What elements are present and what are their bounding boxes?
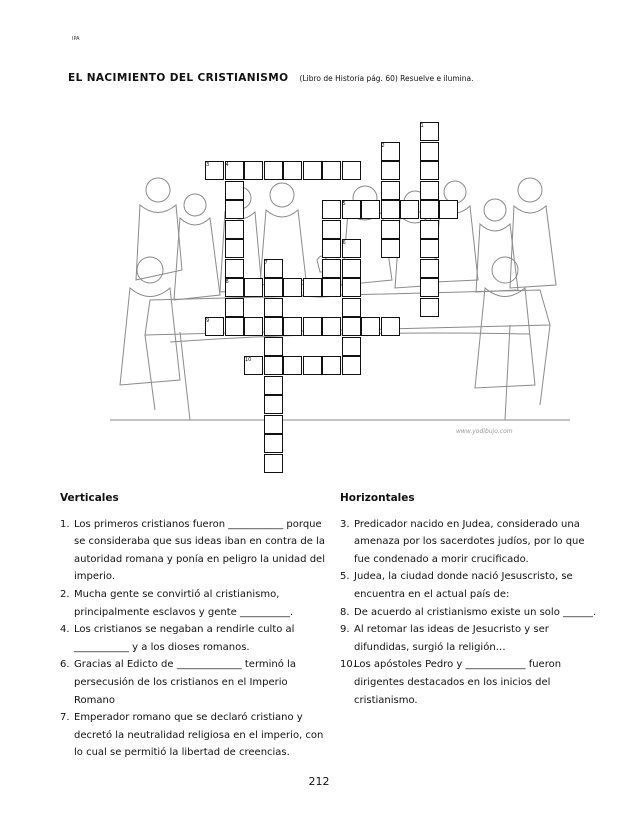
crossword-cell[interactable] (303, 356, 322, 375)
clue-number: 1. (60, 518, 70, 530)
worksheet-title-row (68, 66, 474, 85)
crossword-cell[interactable] (225, 181, 244, 200)
crossword-cell[interactable] (342, 259, 361, 278)
crossword-clue-number: 2 (381, 142, 385, 149)
clue-item (340, 516, 598, 569)
crossword-cell[interactable] (420, 200, 439, 219)
crossword-clue-number: 9 (206, 318, 210, 324)
crossword-cell[interactable] (264, 161, 283, 180)
crossword-cell[interactable] (342, 356, 361, 375)
crossword-cell[interactable] (322, 278, 341, 297)
crossword-clue-number: 3 (206, 162, 210, 168)
crossword-cell[interactable] (205, 161, 224, 180)
clue-item (60, 656, 328, 709)
crossword-cell[interactable] (342, 317, 361, 336)
crossword-cell[interactable] (264, 278, 283, 297)
crossword-cell[interactable] (225, 278, 244, 297)
clue-item (60, 621, 328, 656)
crossword-cell[interactable] (244, 356, 263, 375)
crossword-cell[interactable] (322, 200, 341, 219)
crossword-cell[interactable] (420, 220, 439, 239)
crossword-clue-number: 8 (225, 279, 229, 285)
crossword-cell[interactable] (264, 376, 283, 395)
crossword-cell[interactable] (264, 317, 283, 336)
clue-item (340, 656, 598, 709)
crossword-cell[interactable] (342, 239, 361, 258)
clue-number: 10. (340, 659, 356, 671)
clue-number: 5. (340, 571, 350, 583)
crossword-cell[interactable] (420, 298, 439, 317)
horizontales-clue-list (340, 516, 598, 710)
verticales-clue-list (60, 516, 328, 762)
clue-number: 7. (60, 712, 70, 724)
clue-text: De acuerdo al cristianismo existe un solo ______. (354, 606, 597, 618)
verticales-heading: Verticales (60, 492, 119, 504)
crossword-cell[interactable] (225, 259, 244, 278)
crossword-clue-number: 10 (245, 357, 252, 363)
crossword-cell[interactable] (244, 317, 263, 336)
clue-number: 4. (60, 624, 70, 636)
crossword-cell[interactable] (420, 181, 439, 200)
crossword-cell[interactable] (400, 200, 419, 219)
crossword-cell[interactable] (264, 395, 283, 414)
crossword-cell[interactable] (303, 161, 322, 180)
crossword-cell[interactable] (381, 181, 400, 200)
clue-number: 3. (340, 518, 350, 530)
crossword-cell[interactable] (342, 161, 361, 180)
clue-text: Predicador nacido en Judea, considerado una amenaza por los sacerdotes judíos, por lo que fue condenado a morir crucificado. (354, 518, 585, 565)
crossword-cell[interactable] (342, 298, 361, 317)
clue-text: Al retomar las ideas de Jesucristo y ser difundidas, surgió la religión… (354, 624, 549, 653)
crossword-cell[interactable] (381, 200, 400, 219)
crossword-clue-number: 4 (225, 162, 229, 168)
crossword-cell[interactable] (264, 337, 283, 356)
crossword-cell[interactable] (322, 220, 341, 239)
crossword-cell[interactable] (244, 278, 263, 297)
crossword-cell[interactable] (322, 239, 341, 258)
crossword-cell[interactable] (283, 278, 302, 297)
crossword-cell[interactable] (264, 259, 283, 278)
clue-item (340, 604, 598, 622)
crossword-clue-number: 5 (342, 201, 346, 207)
crossword-cell[interactable] (225, 317, 244, 336)
crossword-cell[interactable] (303, 278, 322, 297)
crossword-cell[interactable] (264, 434, 283, 453)
clue-item (60, 709, 328, 762)
crossword-cell[interactable] (264, 356, 283, 375)
crossword-cell[interactable] (420, 142, 439, 161)
crossword-cell[interactable] (439, 200, 458, 219)
crossword-cell[interactable] (225, 220, 244, 239)
crossword-cell[interactable] (420, 239, 439, 258)
clue-text: Los cristianos se negaban a rendirle culto al ___________ y a los dioses romanos. (74, 624, 295, 653)
crossword-clue-number: 1 (420, 123, 424, 129)
crossword-cell[interactable] (381, 220, 400, 239)
clue-text: Los primeros cristianos fueron ___________ porque se consideraba que sus ideas iban en contra de la autoridad romana y ponía en peligro la unidad del imperio. (74, 518, 325, 583)
crossword-cell[interactable] (342, 278, 361, 297)
horizontales-heading: Horizontales (340, 492, 415, 504)
corner-label: IPA (72, 36, 80, 42)
crossword-cell[interactable] (225, 200, 244, 219)
crossword-cell[interactable] (420, 122, 439, 141)
crossword-cell[interactable] (420, 259, 439, 278)
crossword-cell[interactable] (381, 161, 400, 180)
worksheet-title: EL NACIMIENTO DEL CRISTIANISMO (68, 72, 289, 84)
crossword-cell[interactable] (381, 239, 400, 258)
crossword-cell[interactable] (381, 317, 400, 336)
crossword-cell[interactable] (342, 200, 361, 219)
clue-number: 8. (340, 606, 350, 618)
clue-number: 9. (340, 624, 350, 636)
crossword-cell[interactable] (225, 161, 244, 180)
crossword-cell[interactable] (283, 161, 302, 180)
crossword-cell[interactable] (361, 200, 380, 219)
illustration-watermark: www.yodibujo.com (456, 428, 513, 435)
verticales-section (60, 490, 328, 762)
clue-item (60, 586, 328, 621)
crossword-clue-number: 7 (264, 259, 268, 266)
crossword-cell[interactable] (322, 259, 341, 278)
crossword-cell[interactable] (283, 317, 302, 336)
crossword-cell[interactable] (225, 239, 244, 258)
crossword-cell[interactable] (264, 415, 283, 434)
crossword-cell[interactable] (264, 298, 283, 317)
clue-text: Emperador romano que se declaró cristiano y decretó la neutralidad religiosa en el imperio, con lo cual se permitió la libertad de creencias. (74, 712, 324, 759)
clue-item (340, 568, 598, 603)
clue-text: Judea, la ciudad donde nació Jesuscristo, se encuentra en el actual país de: (354, 571, 573, 600)
crossword-cell[interactable] (342, 337, 361, 356)
clue-item (60, 516, 328, 586)
crossword-cell[interactable] (322, 317, 341, 336)
crossword-cell[interactable] (361, 317, 380, 336)
crossword-cell[interactable] (283, 356, 302, 375)
clue-text: Mucha gente se convirtió al cristianismo, principalmente esclavos y gente __________. (74, 588, 294, 618)
clue-number: 2. (60, 588, 70, 600)
clue-text: Los apóstoles Pedro y ____________ fueron dirigentes destacados en los inicios del cristianismo. (354, 659, 562, 706)
crossword-cell[interactable] (264, 454, 283, 473)
horizontales-section (340, 490, 598, 709)
crossword-cell[interactable] (303, 317, 322, 336)
crossword-cell[interactable] (420, 278, 439, 297)
crossword-cell[interactable] (225, 298, 244, 317)
crossword-cell[interactable] (420, 161, 439, 180)
crossword-cell[interactable] (322, 356, 341, 375)
page-number: 212 (308, 775, 330, 788)
crossword-cell[interactable] (205, 317, 224, 336)
worksheet-instructions: (Libro de Historia pág. 60) Resuelve e ilumina. (299, 74, 474, 83)
crossword-cell[interactable] (322, 161, 341, 180)
clue-item (340, 621, 598, 656)
clue-number: 6. (60, 659, 70, 671)
crossword-clue-number: 6 (342, 240, 346, 246)
crossword-cell[interactable] (381, 142, 400, 161)
clue-text: Gracias al Edicto de _____________ terminó la persecusión de los cristianos en el Imperio Romano (74, 659, 296, 706)
crossword-cell[interactable] (244, 161, 263, 180)
